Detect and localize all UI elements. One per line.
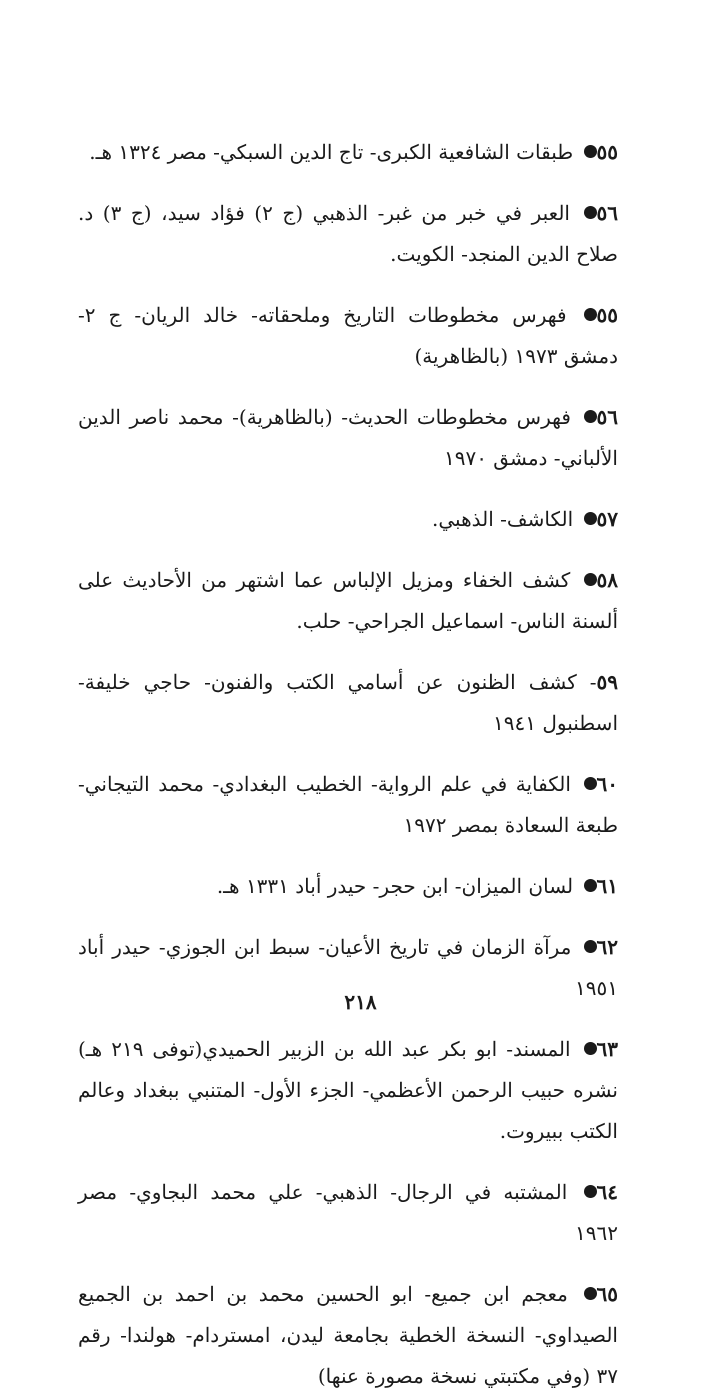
bullet-icon bbox=[584, 1287, 597, 1300]
entry-number: ٦٠ bbox=[596, 772, 619, 796]
bullet-icon bbox=[584, 145, 597, 158]
entry-text: الكفاية في علم الرواية- الخطيب البغدادي- محمد التيجاني- طبعة السعادة بمصر ١٩٧٢ bbox=[78, 772, 618, 837]
entry-number: ٦٥ bbox=[596, 1282, 618, 1306]
entry-number: ٦٤ bbox=[596, 1180, 618, 1204]
entry-text: كشف الخفاء ومزيل الإلباس عما اشتهر من الأحاديث على ألسنة الناس- اسماعيل الجراحي- حلب. bbox=[78, 568, 618, 633]
entry-text: الكاشف- الذهبي. bbox=[432, 507, 574, 531]
entry-text: لسان الميزان- ابن حجر- حيدر أباد ١٣٣١ هـ. bbox=[216, 874, 574, 898]
entry-number: ٥٧ bbox=[596, 507, 618, 531]
bibliography-entry bbox=[78, 866, 618, 907]
entry-number: ٦٣ bbox=[596, 1037, 619, 1061]
bullet-icon bbox=[584, 308, 597, 321]
entry-text: العبر في خبر من غبر- الذهبي (ج ٢) فؤاد سيد، (ج ٣) د. صلاح الدين المنجد- الكويت. bbox=[78, 201, 618, 266]
entry-number: ٥٥ bbox=[596, 140, 618, 164]
bullet-icon bbox=[584, 777, 597, 790]
bibliography-list bbox=[78, 112, 618, 1399]
bullet-icon bbox=[584, 206, 597, 219]
entry-text: فهرس مخطوطات الحديث- (بالظاهرية)- محمد ناصر الدين الألباني- دمشق ١٩٧٠ bbox=[78, 405, 618, 470]
bibliography-entry bbox=[78, 295, 618, 377]
entry-number: ٦٢ bbox=[596, 935, 618, 959]
entry-text: المشتبه في الرجال- الذهبي- علي محمد البجاوي- مصر ١٩٦٢ bbox=[78, 1180, 618, 1245]
bullet-icon bbox=[584, 410, 597, 423]
bibliography-entry bbox=[78, 1172, 618, 1254]
bullet-icon bbox=[584, 573, 597, 586]
entry-number: ٥٩ bbox=[596, 670, 618, 694]
entry-text: طبقات الشافعية الكبرى- تاج الدين السبكي- مصر ١٣٢٤ هـ. bbox=[89, 140, 574, 164]
entry-number: ٥٥ bbox=[596, 303, 618, 327]
bullet-icon bbox=[584, 512, 597, 525]
bibliography-entry bbox=[78, 193, 618, 275]
entry-text: - كشف الظنون عن أسامي الكتب والفنون- حاجي خليفة- اسطنبول ١٩٤١ bbox=[78, 670, 618, 735]
bullet-icon bbox=[584, 1042, 597, 1055]
bibliography-entry bbox=[78, 132, 618, 173]
entry-text: مرآة الزمان في تاريخ الأعيان- سبط ابن الجوزي- حيدر أباد ١٩٥١ bbox=[78, 935, 618, 1000]
bibliography-entry bbox=[78, 1029, 618, 1152]
entry-text: فهرس مخطوطات التاريخ وملحقاته- خالد الريان- ج ٢- دمشق ١٩٧٣ (بالظاهرية) bbox=[78, 303, 618, 368]
entry-number: ٥٦ bbox=[596, 201, 619, 225]
entry-number: ٦١ bbox=[596, 874, 618, 898]
entry-number: ٥٦ bbox=[596, 405, 619, 429]
bibliography-entry bbox=[78, 499, 618, 540]
bibliography-entry bbox=[78, 560, 618, 642]
bibliography-entry bbox=[78, 662, 618, 744]
page-number: ٢١٨ bbox=[344, 990, 377, 1014]
entry-text: معجم ابن جميع- ابو الحسين محمد بن احمد بن الجميع الصيداوي- النسخة الخطية بجامعة ليدن، امستردام- هولندا- رقم ٣٧ (وفي مكتبتي نسخة مصورة عنها) bbox=[78, 1282, 618, 1388]
bullet-icon bbox=[584, 940, 597, 953]
bibliography-entry bbox=[78, 764, 618, 846]
entry-text: المسند- ابو بكر عبد الله بن الزبير الحميدي(توفى ٢١٩ هـ) نشره حبيب الرحمن الأعظمي- الجزء الأول- المتنبي ببغداد وعالم الكتب ببيروت. bbox=[78, 1037, 618, 1143]
bibliography-entry bbox=[78, 1274, 618, 1397]
entry-number: ٥٨ bbox=[596, 568, 618, 592]
bibliography-entry bbox=[78, 397, 618, 479]
bullet-icon bbox=[584, 879, 597, 892]
bullet-icon bbox=[584, 1185, 597, 1198]
